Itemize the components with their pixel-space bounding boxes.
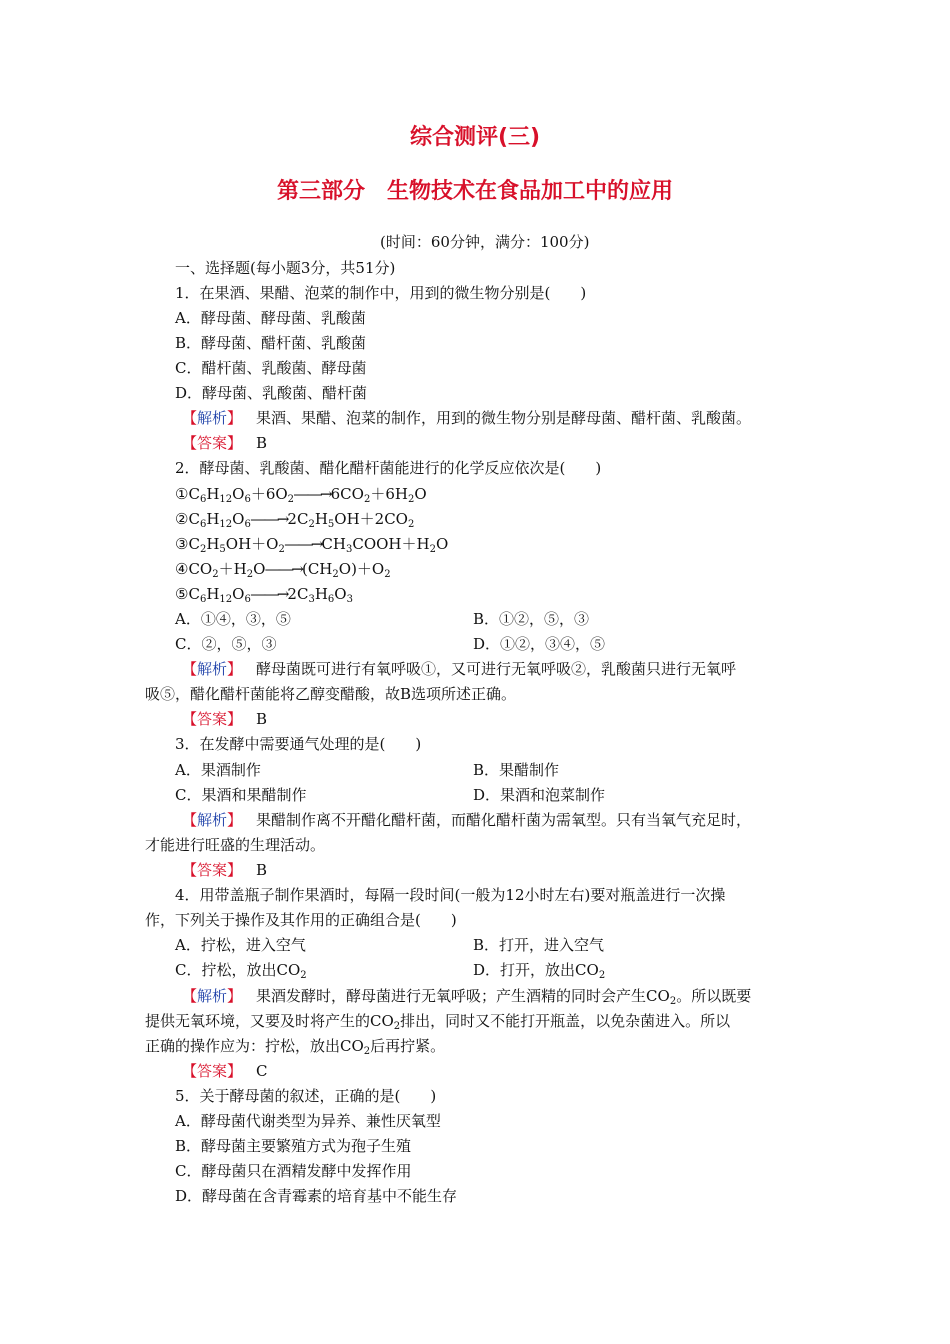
- q5-option-c: C．酵母菌只在酒精发酵中发挥作用: [175, 1162, 412, 1180]
- q4-analysis-cont-2: 正确的操作应为：拧松，放出$CO_2$后再拧紧。: [145, 1037, 446, 1057]
- q2-option-b: B．①②，⑤，③: [473, 610, 590, 628]
- q1-option-b: B．酵母菌、醋杆菌、乳酸菌: [175, 334, 367, 352]
- analysis-label: 解析: [197, 409, 228, 427]
- q4-stem-cont: 作，下列关于操作及其作用的正确组合是( ): [145, 911, 457, 929]
- page-subtitle: 第三部分 生物技术在食品加工中的应用: [276, 179, 673, 204]
- q2-reaction-3: $③C_2H_5OH+O_2――\to CH_3COOH+H_2O$: [175, 535, 449, 555]
- q4-analysis-cont: 提供无氧环境，又要及时将产生的$CO_2$排出，同时又不能打开瓶盖，以免杂菌进入。所以: [145, 1012, 731, 1032]
- answer-label: 答案: [197, 710, 228, 728]
- q4-option-c: C．拧松，放出$CO_2$: [175, 961, 307, 981]
- q5-option-a: A．酵母菌代谢类型为异养、兼性厌氧型: [175, 1112, 441, 1130]
- q4-option-b: B．打开，进入空气: [473, 936, 605, 954]
- q2-option-c: C．②，⑤，③: [175, 635, 277, 653]
- q2-option-a: A．①④，③，⑤: [175, 610, 291, 628]
- q5-option-b: B．酵母菌主要繁殖方式为孢子生殖: [175, 1137, 412, 1155]
- q1-stem: 1．在果酒、果醋、泡菜的制作中，用到的微生物分别是( ): [175, 284, 587, 302]
- q4-stem: 4．用带盖瓶子制作果酒时，每隔一段时间(一般为12小时左右)要对瓶盖进行一次操: [175, 886, 726, 904]
- q2-stem: 2．酵母菌、乳酸菌、醋化醋杆菌能进行的化学反应依次是( ): [175, 459, 602, 477]
- answer-label: 答案: [197, 1062, 228, 1080]
- q4-option-a: A．拧松，进入空气: [175, 936, 306, 954]
- section-heading: 一、选择题(每小题3分，共51分): [175, 259, 396, 277]
- q2-reaction-5: $⑤C_6H_{12}O_6――\to 2C_3H_6O_3$: [175, 585, 353, 605]
- page-title: 综合测评(三): [409, 125, 541, 150]
- answer-label: 答案: [197, 861, 228, 879]
- q4-answer: 【答案】 C: [182, 1062, 268, 1080]
- q3-option-b: B．果醋制作: [473, 761, 560, 779]
- q3-option-d: D．果酒和泡菜制作: [473, 786, 606, 804]
- analysis-label: 解析: [197, 660, 228, 678]
- q3-answer: 【答案】 B: [182, 861, 268, 879]
- q2-answer: 【答案】 B: [182, 710, 268, 728]
- analysis-label: 解析: [197, 987, 228, 1005]
- q2-reaction-2: $②C_6H_{12}O_6――\to 2C_2H_5OH+2CO_2$: [175, 510, 415, 530]
- q2-analysis: 【解析】 酵母菌既可进行有氧呼吸①，又可进行无氧呼吸②，乳酸菌只进行无氧呼: [182, 660, 737, 678]
- q1-option-a: A．酵母菌、酵母菌、乳酸菌: [175, 309, 366, 327]
- q3-analysis: 【解析】 果醋制作离不开醋化醋杆菌，而醋化醋杆菌为需氧型。只有当氧气充足时，: [182, 811, 752, 829]
- q1-option-c: C．醋杆菌、乳酸菌、酵母菌: [175, 359, 367, 377]
- q5-stem: 5．关于酵母菌的叙述，正确的是( ): [175, 1087, 437, 1105]
- q1-option-d: D．酵母菌、乳酸菌、醋杆菌: [175, 384, 368, 402]
- analysis-label: 解析: [197, 811, 228, 829]
- q2-reaction-4: $④CO_2+H_2O――\to(CH_2O)+O_2$: [175, 560, 391, 580]
- q3-option-c: C．果酒和果醋制作: [175, 786, 307, 804]
- q2-option-d: D．①②，③④，⑤: [473, 635, 606, 653]
- q1-analysis: 【解析】 果酒、果醋、泡菜的制作，用到的微生物分别是酵母菌、醋杆菌、乳酸菌。: [182, 409, 752, 427]
- answer-label: 答案: [197, 434, 228, 452]
- q3-option-a: A．果酒制作: [175, 761, 261, 779]
- q3-stem: 3．在发酵中需要通气处理的是( ): [175, 735, 422, 753]
- q2-analysis-cont: 吸⑤，醋化醋杆菌能将乙醇变醋酸，故B选项所述正确。: [145, 685, 517, 703]
- q4-option-d: D．打开，放出$CO_2$: [473, 961, 606, 981]
- exam-meta: (时间：60分钟，满分：100分): [380, 233, 590, 251]
- q5-option-d: D．酵母菌在含青霉素的培育基中不能生存: [175, 1187, 458, 1205]
- q1-answer: 【答案】 B: [182, 434, 268, 452]
- q4-analysis: 【解析】 果酒发酵时，酵母菌进行无氧呼吸；产生酒精的同时会产生$CO_2$。所以既要: [182, 987, 752, 1007]
- q3-analysis-cont: 才能进行旺盛的生理活动。: [145, 836, 326, 854]
- q2-reaction-1: $①C_6H_{12}O_6+6O_2――\to 6CO_2+6H_2O$: [175, 485, 427, 505]
